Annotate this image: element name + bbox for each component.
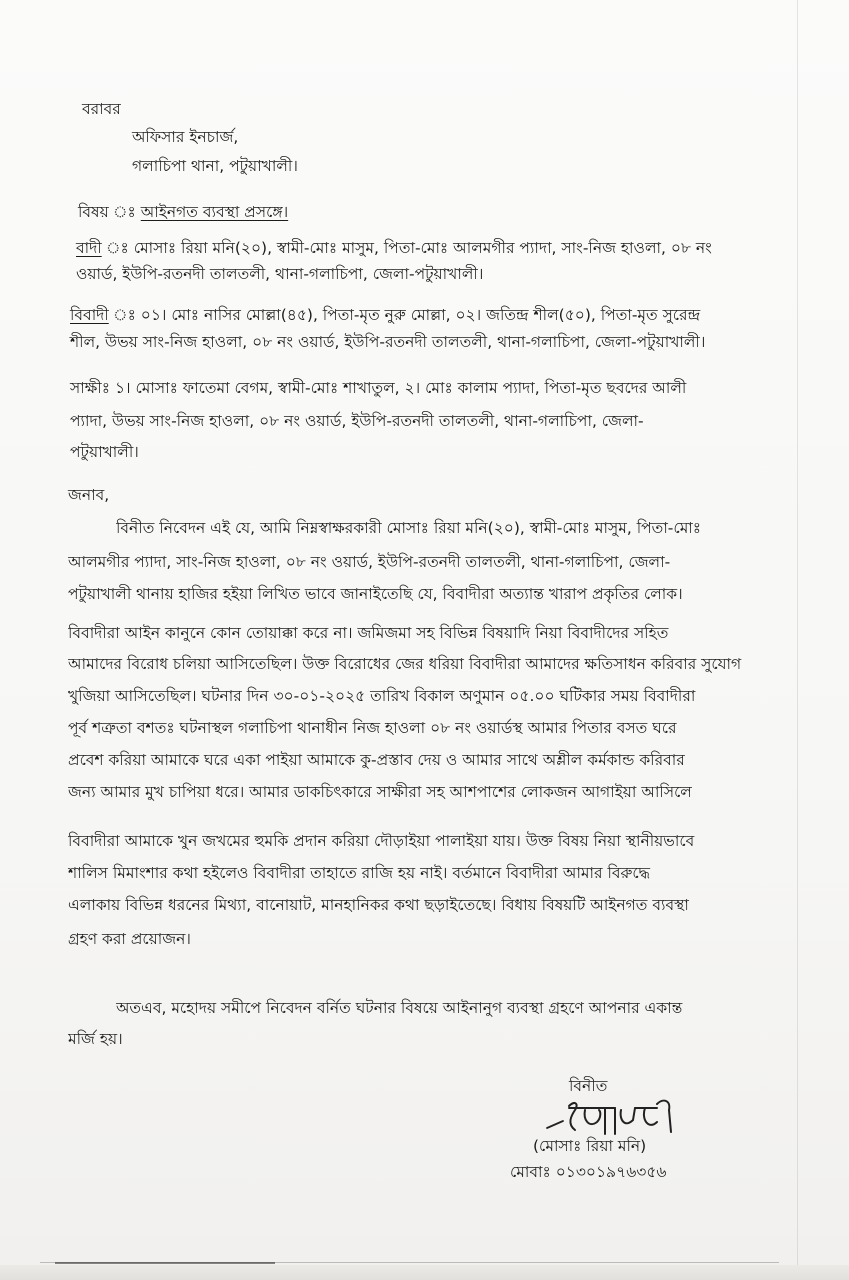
- plaintiff-label: বাদী: [76, 239, 102, 257]
- body-line: আলমগীর প্যাদা, সাং-নিজ হাওলা, ০৮ নং ওয়ার্ড, ইউপি-রতনদী তালতলী, থানা-গলাচিপা, জেলা-: [68, 553, 671, 571]
- body-line: জন্য আমার মুখ চাপিয়া ধরে। আমার ডাকচিৎকারে সাক্ষীরা সহ আশপাশের লোকজন আগাইয়া আসিলে: [68, 783, 692, 801]
- body-line: গ্রহণ করা প্রয়োজন।: [68, 930, 191, 948]
- defendants-line-2: শীল, উভয় সাং-নিজ হাওলা, ০৮ নং ওয়ার্ড, ইউপি-রতনদী তালতলী, থানা-গলাচিপা, জেলা-পটুয়াখালী।: [70, 333, 706, 351]
- witnesses-line-2: প্যাদা, উভয় সাং-নিজ হাওলা, ০৮ নং ওয়ার্ড, ইউপি-রতনদী তালতলী, থানা-গলাচিপা, জেলা-: [70, 412, 644, 430]
- defendants-label: বিবাদী: [70, 306, 109, 324]
- subject-text: আইনগত ব্যবস্থা প্রসঙ্গে।: [140, 203, 289, 221]
- body-line: বিনীত নিবেদন এই যে, আমি নিম্নস্বাক্ষরকারী মোসাঃ রিয়া মনি(২০), স্বামী-মোঃ মাসুম, পিতা-মোঃ: [116, 519, 702, 537]
- plaintiff-line-1: [76, 237, 712, 259]
- witnesses-line-3: পটুয়াখালী।: [70, 443, 139, 461]
- witnesses-label: সাক্ষীঃ: [70, 379, 110, 397]
- witnesses-details: ১। মোসাঃ ফাতেমা বেগম, স্বামী-মোঃ শাখাতুল, ২। মোঃ কালাম প্যাদা, পিতা-মৃত ছবদের আলী: [114, 379, 687, 397]
- defendants-details: ০১। মোঃ নাসির মোল্লা(৪৫), পিতা-মৃত নুরু মোল্লা, ০২। জতিন্দ্র শীল(৫০), পিতা-মৃত সুরেন্দ্র: [140, 306, 701, 324]
- body-line: খুজিয়া আসিতেছিল। ঘটনার দিন ৩০-০১-২০২৫ তারিখ বিকাল অণুমান ০৫.০০ ঘটিকার সময় বিবাদীরা: [68, 687, 696, 705]
- body-line: বিবাদীরা আইন কানুনে কোন তোয়াক্কা করে না। জমিজমা সহ বিভিন্ন বিষয়াদি নিয়া বিবাদীদের সহিত: [68, 624, 669, 642]
- closing-line: অতএব, মহোদয় সমীপে নিবেদন বর্নিত ঘটনার বিষয়ে আইনানুগ ব্যবস্থা গ্রহণে আপনার একান্ত: [116, 999, 683, 1017]
- defendants-sep: ঃ: [108, 306, 141, 324]
- handwritten-signature-icon: [545, 1094, 685, 1138]
- subject-label: বিষয় ঃ: [78, 203, 136, 221]
- body-line: বিবাদীরা আমাকে খুন জখমের হুমকি প্রদান করিয়া দৌড়াইয়া পালাইয়া যায়। উক্ত বিষয় নিয়া স্থানীয়ভাবে: [68, 832, 695, 850]
- witnesses-line-1: [70, 377, 686, 399]
- body-line: আমাদের বিরোধ চলিয়া আসিতেছিল। উক্ত বিরোধের জের ধরিয়া বিবাদীরা আমাদের ক্ষতিসাধন করিবার সুযোগ: [68, 655, 742, 673]
- subject-line: [78, 201, 288, 223]
- recipient-title: অফিসার ইনচার্জ,: [132, 128, 239, 146]
- salutation-to: বরাবর: [82, 100, 121, 118]
- body-line: এলাকায় বিভিন্ন ধরনের মিথ্যা, বানোয়াট, মানহানিকর কথা ছড়াইতেছে। বিধায় বিষয়টি আইনগত ব্যবস্থা: [68, 896, 689, 914]
- body-line: পূর্ব শত্রুতা বশতঃ ঘটনাস্থল গলাচিপা থানাধীন নিজ হাওলা ০৮ নং ওয়ার্ডস্থ আমার পিতার বসত ঘরে: [68, 719, 677, 737]
- closing-line: মর্জি হয়।: [68, 1030, 123, 1048]
- plaintiff-details: মোসাঃ রিয়া মনি(২০), স্বামী-মোঃ মাসুম, পিতা-মোঃ আলমগীর প্যাদা, সাং-নিজ হাওলা, ০৮ নং: [133, 239, 712, 257]
- page-bottom-edge-shadow: [55, 1262, 275, 1264]
- plaintiff-sep: ঃ: [101, 239, 134, 257]
- plaintiff-line-2: ওয়ার্ড, ইউপি-রতনদী তালতলী, থানা-গলাচিপা, জেলা-পটুয়াখালী।: [76, 265, 484, 283]
- body-line: পটুয়াখালী থানায় হাজির হইয়া লিখিত ভাবে জানাইতেছি যে, বিবাদীরা অত্যান্ত খারাপ প্রকৃতির লোক।: [68, 585, 683, 603]
- greeting: জনাব,: [68, 486, 110, 504]
- recipient-address: গলাচিপা থানা, পটুয়াখালী।: [132, 157, 298, 175]
- sender-name: (মোসাঃ রিয়া মনি): [533, 1137, 647, 1155]
- body-line: প্রবেশ করিয়া আমাকে ঘরে একা পাইয়া আমাকে কু-প্রস্তাব দেয় ও আমার সাথে অশ্লীল কর্মকান্ড করিবার: [68, 751, 685, 769]
- sender-mobile: মোবাঃ ০১৩০১৯৭৬৩৫৬: [510, 1163, 667, 1181]
- sign-off-yours: বিনীত: [569, 1077, 608, 1095]
- defendants-line-1: [70, 304, 700, 326]
- background-surface: [0, 1265, 849, 1280]
- body-line: শালিস মিমাংশার কথা হইলেও বিবাদীরা তাহাতে রাজি হয় নাই। বর্তমানে বিবাদীরা আমার বিরুদ্ধে: [68, 864, 651, 882]
